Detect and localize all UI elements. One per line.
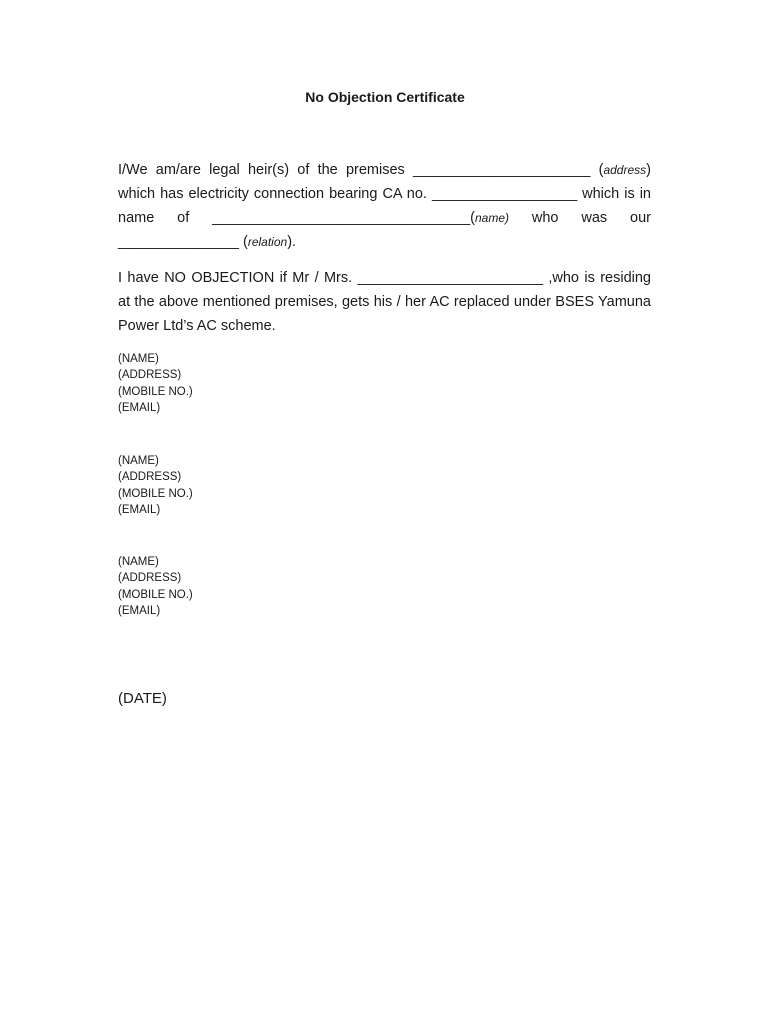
- contact-address: (ADDRESS): [118, 471, 182, 484]
- contact-block: [118, 351, 193, 416]
- relation-label: relation: [247, 235, 288, 249]
- address-label: address: [603, 163, 647, 177]
- declaration-text-part1: I/We am/are legal heir(s) of the premises ______________________ (: [118, 162, 604, 178]
- contact-name: (NAME): [118, 455, 159, 467]
- declaration-text-part3: who was our _______________ (: [118, 210, 651, 250]
- declaration-paragraph: [118, 158, 651, 254]
- declaration-text-part4: ).: [287, 234, 297, 250]
- contact-block: [118, 453, 193, 518]
- document-title: No Objection Certificate: [305, 89, 465, 105]
- contact-mobile: (MOBILE NO.): [118, 588, 193, 601]
- contact-email: (EMAIL): [118, 401, 161, 414]
- contact-email: (EMAIL): [118, 604, 161, 617]
- contact-address: (ADDRESS): [118, 572, 182, 585]
- contact-name: (NAME): [118, 353, 159, 365]
- declaration-text-part2: ) which has electricity connection bearing CA no. __________________ which is in name of ________________________________(: [118, 162, 651, 226]
- contact-block: [118, 554, 193, 619]
- name-label: name): [475, 211, 510, 225]
- contact-mobile: (MOBILE NO.): [118, 385, 193, 398]
- contact-name: (NAME): [118, 556, 159, 568]
- contact-mobile: (MOBILE NO.): [118, 487, 193, 500]
- contact-address: (ADDRESS): [118, 369, 182, 382]
- contact-email: (EMAIL): [118, 503, 161, 516]
- no-objection-paragraph: I have NO OBJECTION if Mr / Mrs. _______________________ ,who is residing at the above mentioned premises, gets his / her AC replaced under BSES Yamuna Power Ltd’s AC scheme.: [118, 270, 651, 334]
- date-label: (DATE): [118, 690, 167, 707]
